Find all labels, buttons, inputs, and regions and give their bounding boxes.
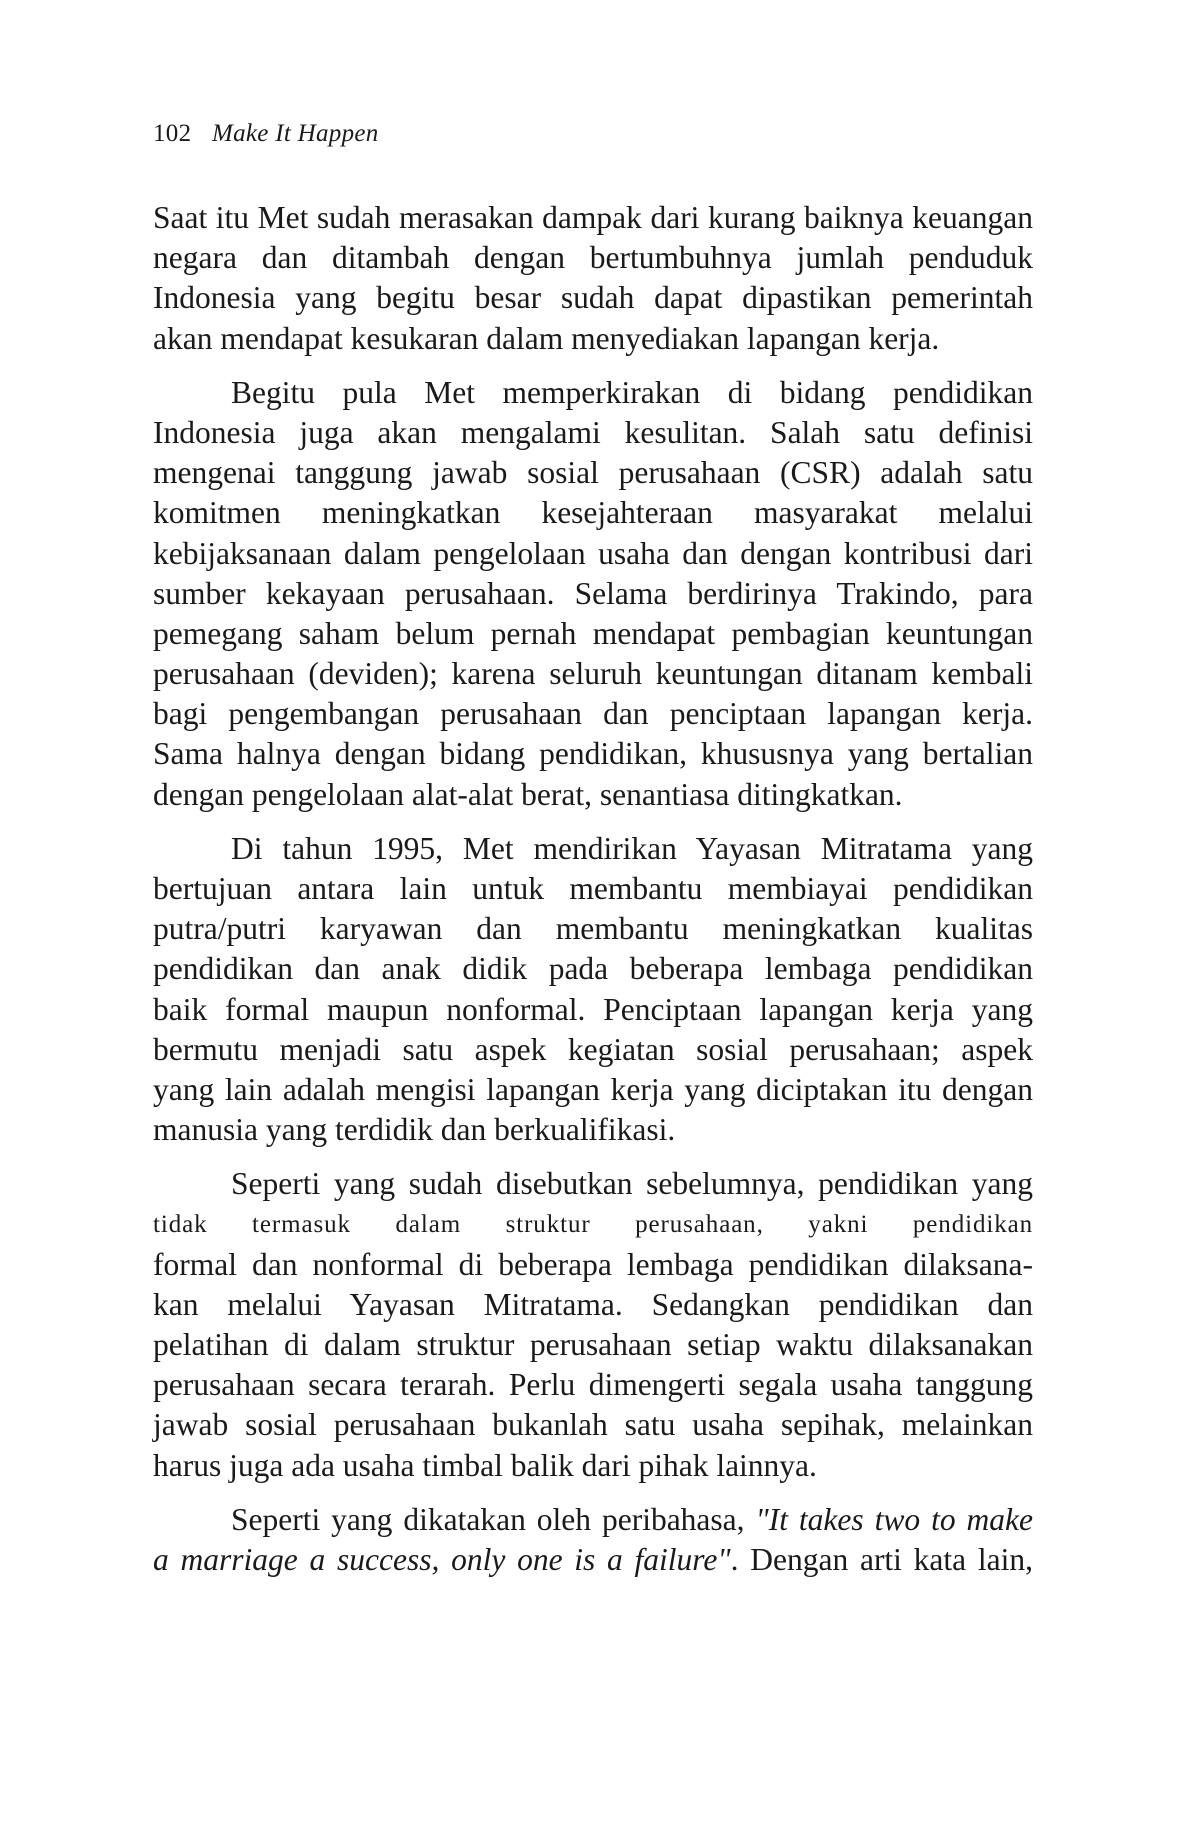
text-line: pelatihan di dalam struktur perusahaan setiap waktu dilaksanakan [153, 1327, 1033, 1363]
text-line: kebijaksanaan dalam pengelolaan usaha dan dengan kontribusi dari [153, 535, 1033, 571]
text-line: kan melalui Yayasan Mitratama. Sedangkan pendidikan dan [153, 1286, 1033, 1322]
body-text [153, 198, 1033, 1594]
paragraph-2 [153, 373, 1033, 815]
quote-italic: a marriage a success, only one is a failure" [153, 1542, 731, 1577]
text-line: dengan pengelolaan alat-alat berat, senantiasa ditingkatkan. [153, 776, 903, 812]
text-line: Indonesia yang begitu besar sudah dapat dipastikan pemerintah [153, 280, 1033, 316]
text-line: pendidikan dan anak didik pada beberapa lembaga pendidikan [153, 951, 1033, 987]
text-line: Seperti yang sudah disebutkan sebelumnya, pendidikan yang [231, 1166, 1033, 1202]
text-line: sumber kekayaan perusahaan. Selama berdirinya Trakindo, para [153, 575, 1033, 611]
text-line: jawab sosial perusahaan bukanlah satu usaha sepihak, melainkan [153, 1407, 1033, 1443]
text-line [153, 1500, 1033, 1540]
text-line: Begitu pula Met memperkirakan di bidang pendidikan [231, 374, 1033, 410]
text-run: Seperti yang dikatakan oleh peribahasa, [231, 1501, 756, 1537]
text-line: akan mendapat kesukaran dalam menyediakan lapangan kerja. [153, 320, 940, 356]
text-line: pemegang saham belum pernah mendapat pembagian keuntungan [153, 615, 1033, 651]
text-line: bermutu menjadi satu aspek kegiatan sosial perusahaan; aspek [153, 1031, 1033, 1067]
paragraph-1 [153, 198, 1033, 359]
text-line: bertujuan antara lain untuk membantu membiayai pendidikan [153, 871, 1033, 906]
paragraph-3 [153, 829, 1033, 1151]
text-line: baik formal maupun nonformal. Penciptaan lapangan kerja yang [153, 991, 1033, 1027]
paragraph-5 [153, 1500, 1033, 1580]
text-line: formal dan nonformal di beberapa lembaga pendidikan dilaksana- [153, 1246, 1033, 1282]
paragraph-4 [153, 1164, 1033, 1486]
text-line: komitmen meningkatkan kesejahteraan masyarakat melalui [153, 495, 1033, 531]
text-line: putra/putri karyawan dan membantu meningkatkan kualitas [153, 911, 1033, 947]
text-line: manusia yang terdidik dan berkualifikasi. [153, 1112, 676, 1148]
text-run: . Dengan arti kata lain, [730, 1542, 1034, 1577]
quote-italic: "It takes two to make [755, 1501, 1034, 1537]
text-line: Di tahun 1995, Met mendirikan Yayasan Mitratama yang [231, 830, 1033, 866]
text-line: Indonesia juga akan mengalami kesulitan. Salah satu definisi [153, 414, 1033, 450]
text-line: mengenai tanggung jawab sosial perusahaan (CSR) adalah satu [153, 455, 1033, 491]
text-line: Saat itu Met sudah merasakan dampak dari kurang baiknya keuangan [153, 200, 1033, 235]
page-number: 102 [153, 120, 192, 147]
book-title: Make It Happen [211, 120, 379, 147]
text-line: tidak termasuk dalam struktur perusahaan, yakni pendidikan [153, 1210, 1033, 1238]
text-line [153, 1540, 1033, 1580]
text-line: yang lain adalah mengisi lapangan kerja yang diciptakan itu dengan [153, 1071, 1033, 1107]
text-line: perusahaan secara terarah. Perlu dimengerti segala usaha tanggung [153, 1367, 1033, 1403]
text-line: negara dan ditambah dengan bertumbuhnya jumlah penduduk [153, 240, 1033, 276]
text-line: harus juga ada usaha timbal balik dari pihak lainnya. [153, 1447, 817, 1483]
text-line: bagi pengembangan perusahaan dan penciptaan lapangan kerja. [153, 696, 1033, 732]
running-header [153, 120, 379, 148]
text-line: Sama halnya dengan bidang pendidikan, khususnya yang bertalian [153, 736, 1033, 772]
text-line: perusahaan (deviden); karena seluruh keuntungan ditanam kembali [153, 656, 1033, 692]
